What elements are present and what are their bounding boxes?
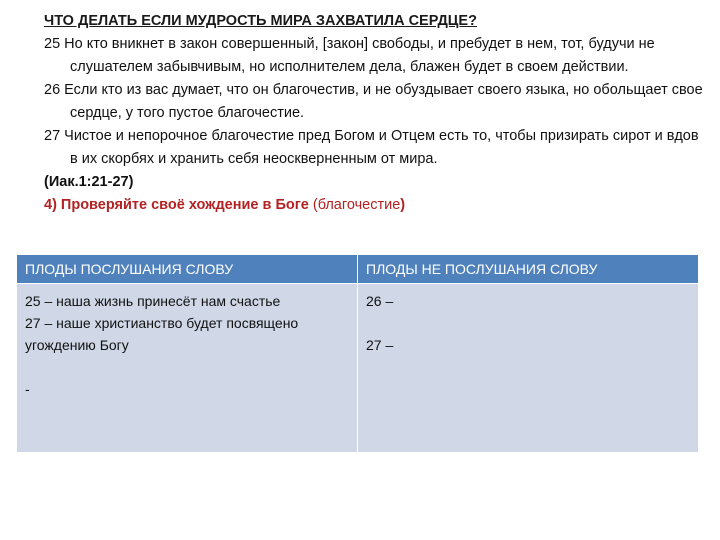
- point-four-paren-open: (: [308, 197, 318, 213]
- obedience-line-25: 25 – наша жизнь принесёт нам счастье: [25, 293, 281, 309]
- table-row: [17, 284, 699, 453]
- cell-obedience: [17, 284, 358, 453]
- slide-text: [44, 10, 704, 217]
- point-four-note: благочестие: [317, 197, 401, 213]
- spacer: [25, 356, 349, 378]
- point-four-bold: 4) Проверяйте своё хождение в Боге: [44, 197, 309, 213]
- spacer: [366, 312, 690, 334]
- table-header-row: [17, 255, 699, 284]
- verse-25: 25 Но кто вникнет в закон совершенный, [закон] свободы, и пребудет в нем, тот, будучи не слушателем забывчивым, но исполнителем дела, блажен будет в своем действии.: [44, 36, 655, 75]
- verse-26: 26 Если кто из вас думает, что он благочестив, и не обуздывает своего языка, но обольщает свое сердце, у того пустое благочестие.: [44, 82, 703, 121]
- verse-27: 27 Чистое и непорочное благочестие пред Богом и Отцем есть то, чтобы призирать сирот и вдов в их скорбях и хранить себя неоскверненным от мира.: [44, 128, 699, 167]
- page-title: ЧТО ДЕЛАТЬ ЕСЛИ МУДРОСТЬ МИРА ЗАХВАТИЛА СЕРДЦЕ?: [44, 13, 477, 29]
- header-disobedience: ПЛОДЫ НЕ ПОСЛУШАНИЯ СЛОВУ: [358, 255, 699, 284]
- cell-disobedience: [358, 284, 699, 453]
- fruits-table: [16, 254, 699, 453]
- scripture-reference: (Иак.1:21-27): [44, 174, 134, 190]
- obedience-line-dash: -: [25, 381, 30, 397]
- obedience-line-27: 27 – наше христианство будет посвящено угождению Богу: [25, 315, 299, 353]
- point-four: [44, 194, 704, 217]
- disobedience-line-27: 27 –: [366, 337, 394, 353]
- point-four-paren-close: ): [400, 197, 406, 213]
- disobedience-line-26: 26 –: [366, 293, 394, 309]
- header-obedience: ПЛОДЫ ПОСЛУШАНИЯ СЛОВУ: [17, 255, 358, 284]
